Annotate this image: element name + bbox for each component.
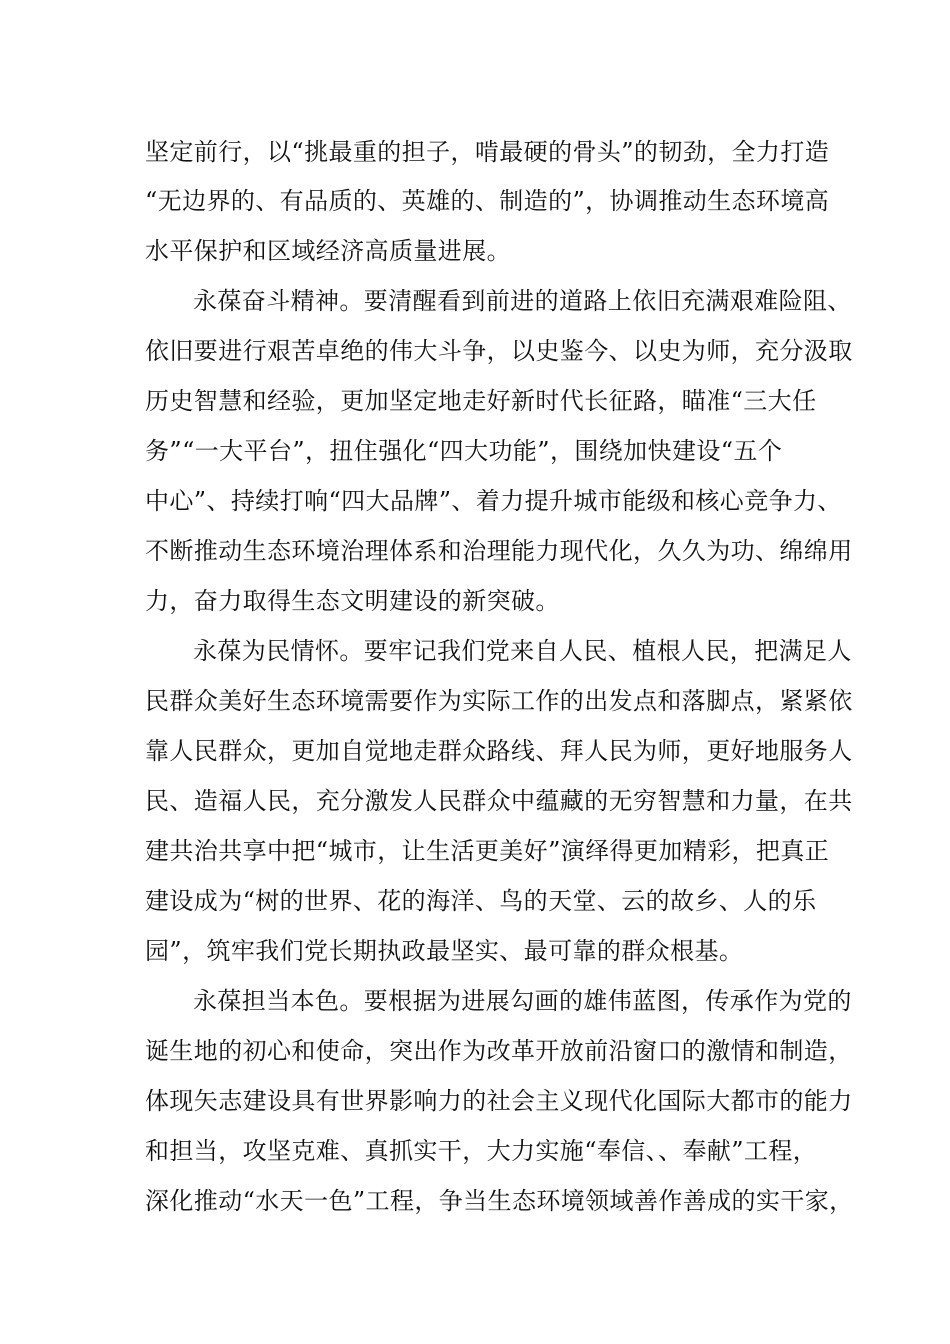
paragraph-line: 水平保护和区域经济高质量进展。 [145, 237, 511, 265]
paragraph-line: 依旧要进行艰苦卓绝的伟大斗争，以史鉴今、以史为师，充分汲取 [145, 337, 853, 365]
paragraph-line: 诞生地的初心和使命，突出作为改革开放前沿窗口的激情和制造， [145, 1037, 853, 1065]
paragraph-line: 建设成为“树的世界、花的海洋、鸟的天堂、云的故乡、人的乐 [145, 887, 817, 915]
paragraph-line: 力，奋力取得生态文明建设的新突破。 [145, 587, 560, 615]
paragraph-line: 坚定前行，以“挑最重的担子，啃最硬的骨头”的韧劲，全力打造 [145, 138, 830, 166]
paragraph-line: 永葆为民情怀。要牢记我们党来自人民、植根人民，把满足人 [193, 637, 852, 665]
paragraph-line: 民群众美好生态环境需要作为实际工作的出发点和落脚点，紧紧依 [145, 687, 853, 715]
paragraph-line: 永葆奋斗精神。要清醒看到前进的道路上依旧充满艰难险阻、 [193, 287, 852, 315]
paragraph-line: 务”“一大平台”，扭住强化“四大功能”，围绕加快建设“五个 [145, 437, 783, 465]
paragraph-line: “无边界的、有品质的、英雄的、制造的”，协调推动生态环境高 [145, 187, 830, 215]
paragraph-line: 深化推动“水天一色”工程，争当生态环境领域善作善成的实干家， [145, 1187, 854, 1215]
paragraph-line: 靠人民群众，更加自觉地走群众路线、拜人民为师，更好地服务人 [145, 737, 853, 765]
paragraph-line: 体现矢志建设具有世界影响力的社会主义现代化国际大都市的能力 [145, 1087, 853, 1115]
paragraph-line: 园”，筑牢我们党长期执政最坚实、最可靠的群众根基。 [145, 937, 744, 965]
paragraph-line: 永葆担当本色。要根据为进展勾画的雄伟蓝图，传承作为党的 [193, 987, 852, 1015]
paragraph-line: 中心”、持续打响“四大品牌”、着力提升城市能级和核心竞争力、 [145, 487, 842, 515]
paragraph-line: 建共治共享中把“城市，让生活更美好”演绎得更加精彩，把真正 [145, 837, 830, 865]
paragraph-line: 历史智慧和经验，更加坚定地走好新时代长征路，瞄准“三大任 [145, 387, 817, 415]
paragraph-line: 不断推动生态环境治理体系和治理能力现代化，久久为功、绵绵用 [145, 537, 853, 565]
paragraph-line: 民、造福人民，充分激发人民群众中蕴藏的无穷智慧和力量，在共 [145, 787, 853, 815]
paragraph-line: 和担当，攻坚克难、真抓实干，大力实施“奉信、、奉献”工程， [145, 1137, 818, 1165]
